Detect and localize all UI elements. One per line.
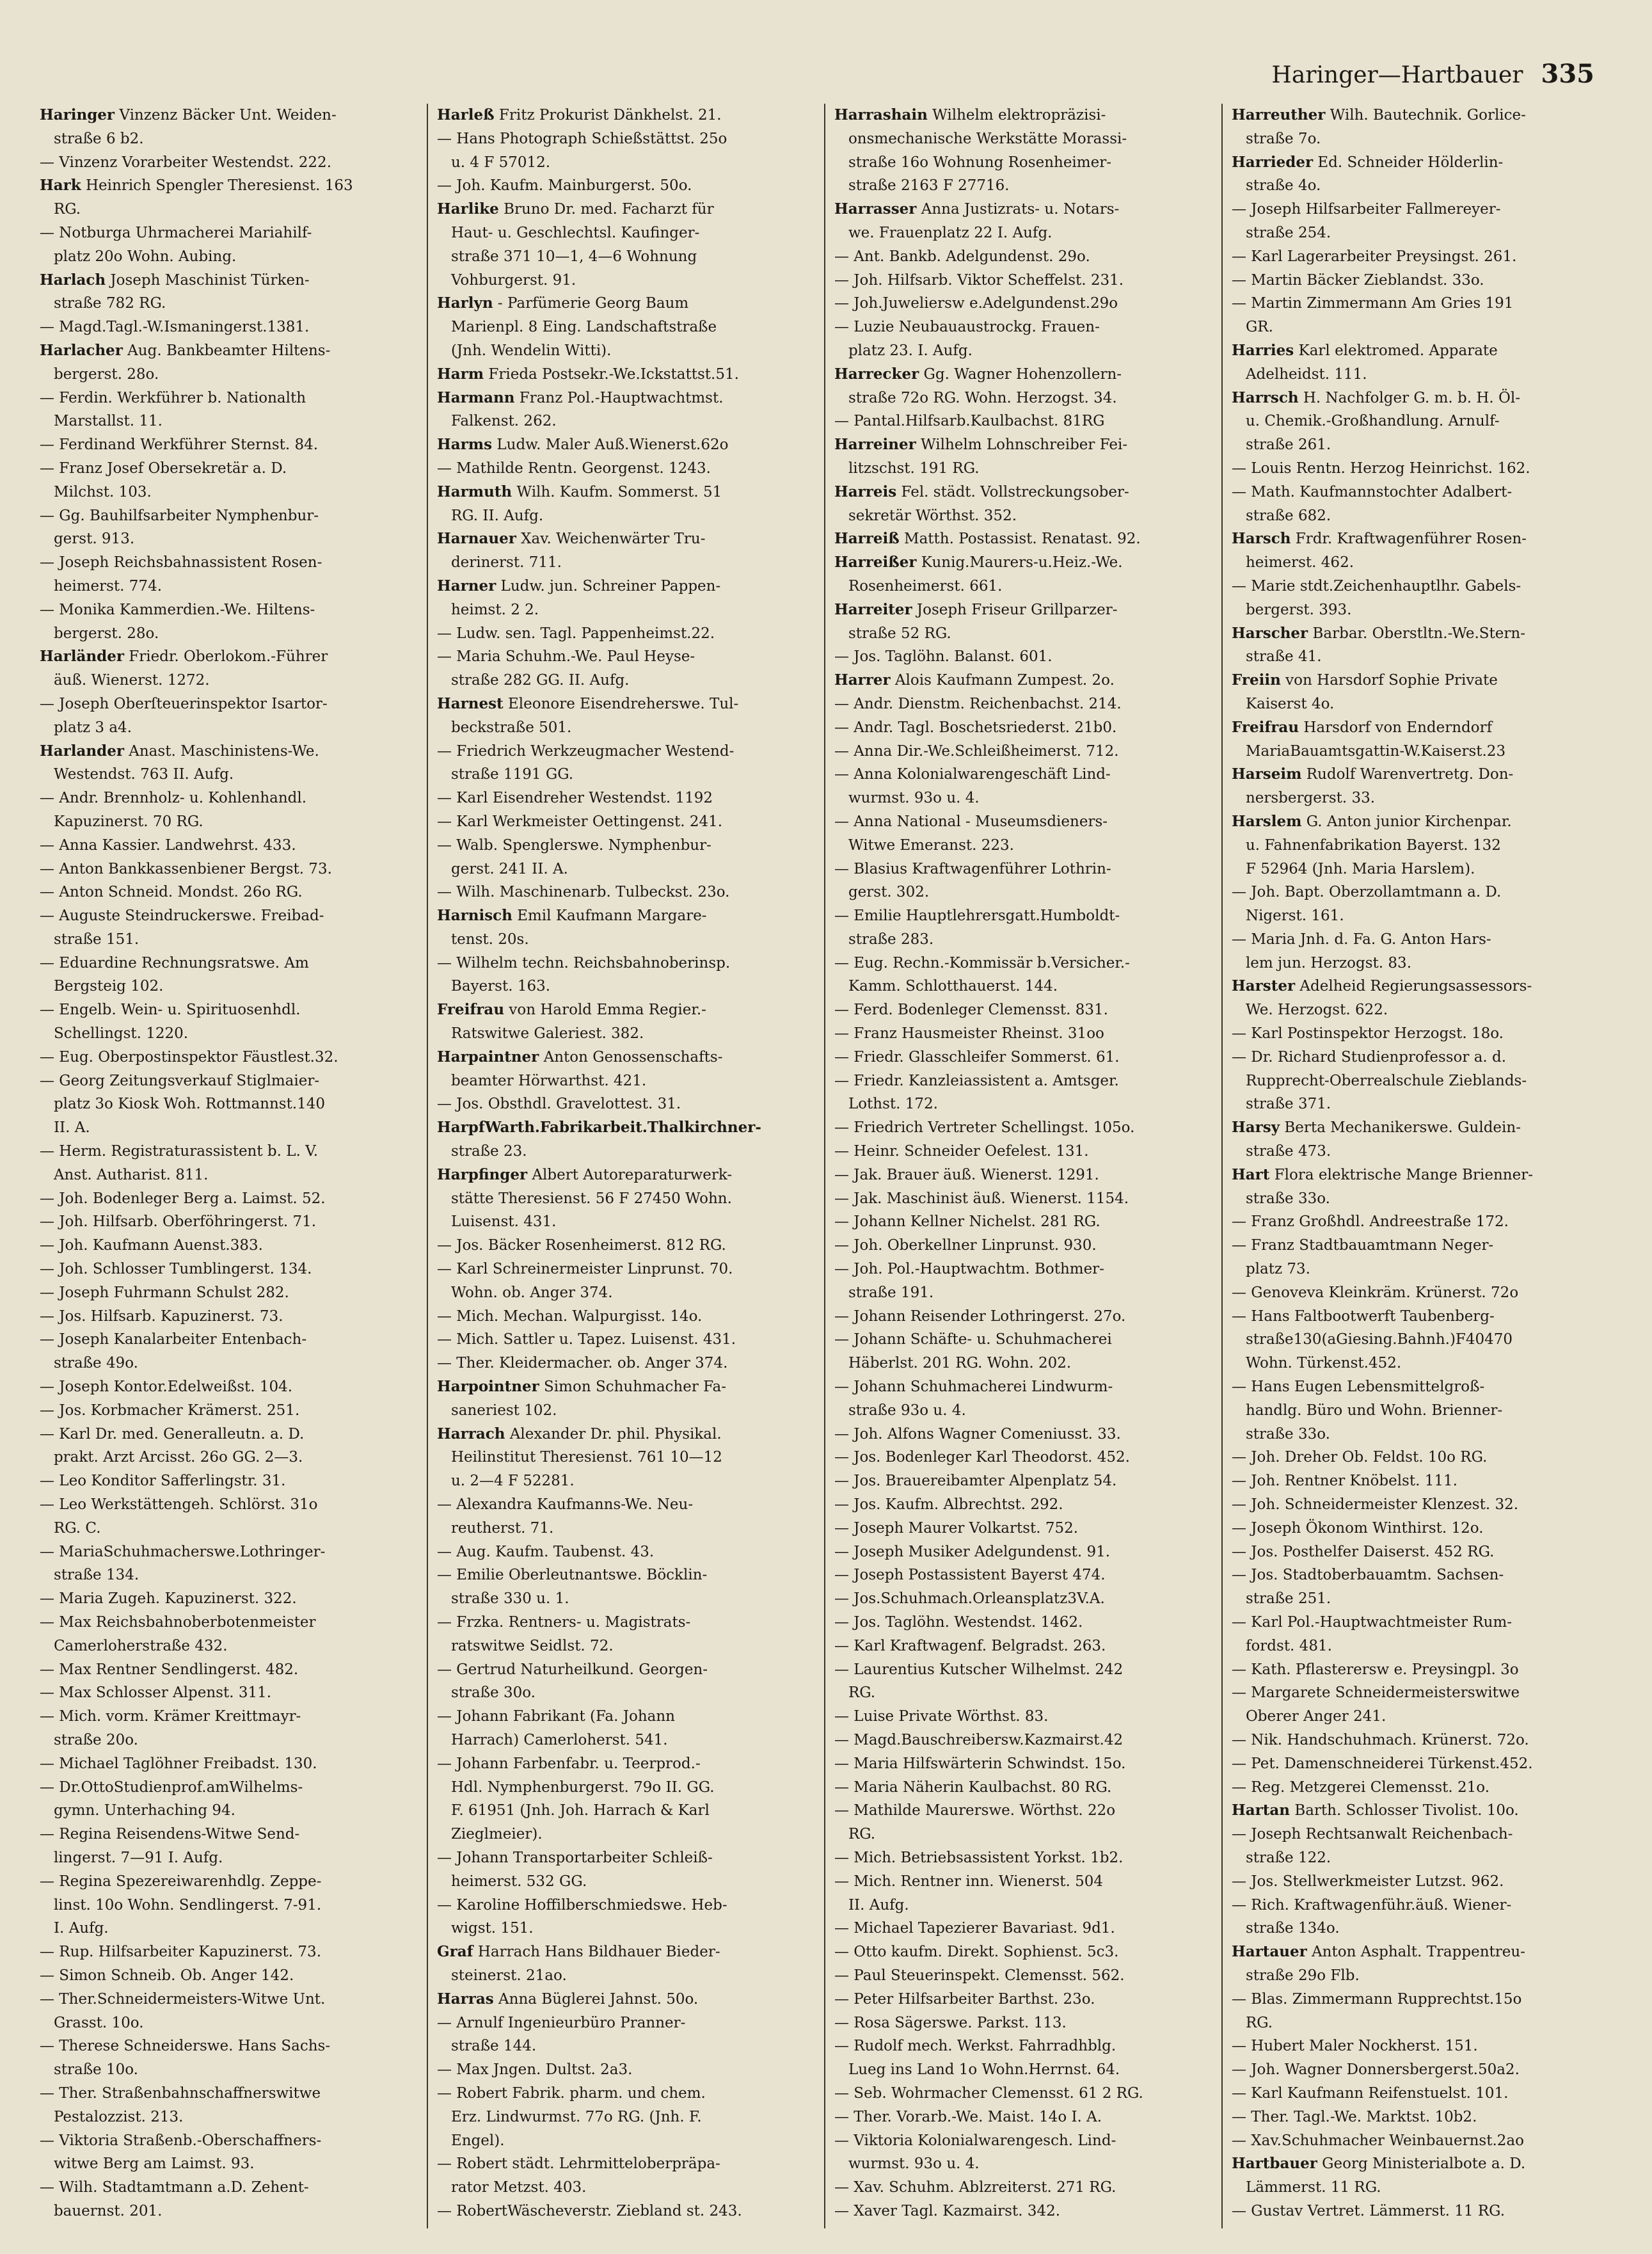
directory-entry: — Rudolf mech. Werkst. Fahrradhblg. Lueg ins Land 1o Wohn.Herrnst. 64. [834, 2038, 1120, 2079]
directory-entry: — Max Schlosser Alpenst. 311. [40, 1684, 272, 1702]
directory-entry: — Andr. Tagl. Boschetsriederst. 21b0. [834, 719, 1117, 736]
directory-entry: Harreiter Joseph Friseur Grillparzer- straße 52 RG. [834, 600, 1118, 642]
directory-entry: — Emilie Hauptlehrersgatt.Humboldt- straße 283. [834, 907, 1120, 948]
directory-entry: — Aug. Kaufm. Taubenst. 43. [437, 1543, 655, 1560]
directory-entry: — Herm. Registraturassistent b. L. V. Anst. Autharist. 811. [40, 1143, 319, 1183]
directory-entry: — Friedrich Vertreter Schellingst. 105o. [834, 1119, 1135, 1137]
directory-entry: — Wilhelm techn. Reichsbahnoberinsp. Bayerst. 163. [437, 954, 731, 995]
directory-entry: — Ferdinand Werkführer Sternst. 84. [40, 436, 319, 454]
directory-entry: — Simon Schneib. Ob. Anger 142. [40, 1967, 294, 1984]
directory-entry: — Joh. Pol.-Hauptwachtm. Bothmer- straße 191. [834, 1261, 1104, 1301]
directory-entry: Harlander Anast. Maschinistens-We. Westendst. 763 II. Aufg. [40, 742, 319, 783]
directory-entry: — Joh.Juweliersw e.Adelgundenst.29o [834, 295, 1118, 312]
directory-entry: Harpointner Simon Schuhmacher Fa- saneriest 102. [437, 1378, 727, 1419]
directory-entry: — Joseph Hilfsarbeiter Fallmereyer- straße 254. [1232, 201, 1501, 241]
directory-entry: — Arnulf Ingenieurbüro Pranner- straße 144. [437, 2014, 686, 2055]
directory-entry: — Gg. Bauhilfsarbeiter Nymphenbur- gerst. 913. [40, 507, 319, 548]
directory-entry: — Regina Spezereiwarenhdlg. Zeppe- linst. 10o Wohn. Sendlingerst. 7-91. I. Aufg. [40, 1873, 322, 1937]
directory-entry: — Ther. Tagl.-We. Marktst. 10b2. [1232, 2108, 1477, 2125]
directory-entry: — Maria Näherin Kaulbachst. 80 RG. [834, 1778, 1112, 1796]
directory-entry: — Regina Reisendens-Witwe Send- lingerst. 7—91 I. Aufg. [40, 1826, 300, 1866]
directory-entry: — Margarete Schneidermeisterswitwe Oberer Anger 241. [1232, 1684, 1520, 1725]
directory-entry: — Jos. Stadtoberbauamtm. Sachsen- straße 251. [1232, 1567, 1504, 1608]
directory-entry: — Gustav Vertret. Lämmerst. 11 RG. [1232, 2202, 1505, 2219]
directory-entry: Harreißer Kunig.Maurers-u.Heiz.-We. Rosenheimerst. 661. [834, 554, 1123, 595]
directory-entry: — Max Reichsbahnoberbotenmeister Camerloherstraße 432. [40, 1614, 316, 1654]
directory-entry: Hartbauer Georg Ministerialbote a. D. Lämmerst. 11 RG. [1232, 2155, 1526, 2196]
directory-entry: — Karl Dr. med. Generalleutn. a. D. prakt. Arzt Arcisst. 26o GG. 2—3. [40, 1425, 305, 1466]
directory-entry: — Luise Private Wörthst. 83. [834, 1708, 1049, 1725]
directory-entry: — Hubert Maler Nockherst. 151. [1232, 2038, 1478, 2055]
directory-entry: — Peter Hilfsarbeiter Barthst. 23o. [834, 1990, 1095, 2008]
directory-entry: — Mich. Betriebsassistent Yorkst. 1b2. [834, 1849, 1124, 1866]
directory-entry: — Anton Schneid. Mondst. 26o RG. [40, 884, 303, 901]
directory-entry: — Genoveva Kleinkräm. Krünerst. 72o [1232, 1284, 1519, 1301]
directory-entry: Harreiß Matth. Postassist. Renatast. 92. [834, 530, 1141, 548]
directory-entry: — Jos. Bodenleger Karl Theodorst. 452. [834, 1449, 1130, 1466]
directory-entry: — Joh. Schlosser Tumblingerst. 134. [40, 1261, 312, 1278]
page-number: 335 [1541, 59, 1594, 89]
directory-entry: Harrsch H. Nachfolger G. m. b. H. Öl- u. Chemik.-Großhandlung. Arnulf- straße 261. [1232, 388, 1521, 454]
directory-entry: — Ther. Straßenbahnschaffnerswitwe Pestalozzist. 213. [40, 2084, 321, 2125]
directory-entry: — Xaver Tagl. Kazmairst. 342. [834, 2202, 1061, 2219]
directory-entry: — Viktoria Straßenb.-Oberschaffners- witwe Berg am Laimst. 93. [40, 2132, 322, 2173]
directory-entry: — Wilh. Stadtamtmann a.D. Zehent- bauernst. 201. [40, 2179, 309, 2219]
directory-entry: — Joh. Bapt. Oberzollamtmann a. D. Nigerst. 161. [1232, 884, 1502, 925]
directory-entry: Harlike Bruno Dr. med. Facharzt für Haut- u. Geschlechtsl. Kaufinger- straße 371 10—1, 4—6 Wohnung Vohburgerst. 91. [437, 200, 714, 289]
directory-entry: — RobertWäscheverstr. Ziebland st. 243. [437, 2202, 742, 2219]
directory-entry: — Walb. Spenglerswe. Nymphenbur- gerst. 241 II. A. [437, 836, 711, 877]
directory-entry: Harlyn - Parfümerie Georg Baum Marienpl. 8 Eing. Landschaftstraße (Jnh. Wendelin Witti). [437, 294, 717, 359]
directory-entry: — Anna National - Museumsdieners- Witwe Emeranst. 223. [834, 813, 1108, 854]
directory-entry: Harlacher Aug. Bankbeamter Hiltens- bergerst. 28o. [40, 341, 331, 383]
directory-entry: — Andr. Dienstm. Reichenbachst. 214. [834, 695, 1122, 712]
directory-entry: — Jak. Brauer äuß. Wienerst. 1291. [834, 1166, 1099, 1183]
directory-entry: — Joh. Kaufmann Auenst.383. [40, 1237, 263, 1254]
directory-entry: — Karl Lagerarbeiter Preysingst. 261. [1232, 248, 1517, 265]
directory-entry: Harmann Franz Pol.-Hauptwachtmst. Falkenst. 262. [437, 388, 724, 430]
directory-entry: — Michael Taglöhner Freibadst. 130. [40, 1755, 317, 1772]
directory-entry: — Franz Großhdl. Andreestraße 172. [1232, 1213, 1509, 1231]
directory-entry: — Michael Tapezierer Bavariast. 9d1. [834, 1920, 1115, 1937]
directory-entry: Harrach Alexander Dr. phil. Physikal. Heilinstitut Theresienst. 761 10—12 u. 2—4 F 52281. [437, 1425, 722, 1490]
directory-entry: — Viktoria Kolonialwarengesch. Lind- wurmst. 93o u. 4. [834, 2132, 1116, 2173]
directory-entry: — Louis Rentn. Herzog Heinrichst. 162. [1232, 460, 1530, 477]
directory-entry: Freifrau Harsdorf von Enderndorf MariaBauamtsgattin-W.Kaiserst.23 [1232, 718, 1506, 760]
directory-entry: — Karl Postinspektor Herzogst. 18o. [1232, 1025, 1504, 1043]
directory-entry: — Monika Kammerdien.-We. Hiltens- bergerst. 28o. [40, 601, 315, 642]
directory-entry: — Notburga Uhrmacherei Mariahilf- platz 20o Wohn. Aubing. [40, 224, 312, 265]
directory-entry: — Ferd. Bodenleger Clemensst. 831. [834, 1002, 1108, 1019]
directory-entry: Freifrau von Harold Emma Regier.- Ratswitwe Galeriest. 382. [437, 1001, 706, 1043]
directory-entry: — Xav. Schuhm. Ablzreiterst. 271 RG. [834, 2179, 1116, 2196]
column-1 [40, 104, 415, 2228]
directory-entry: Harrasser Anna Justizrats- u. Notars- we. Frauenplatz 22 I. Aufg. [834, 200, 1120, 241]
directory-entry: Harmuth Wilh. Kaufm. Sommerst. 51 RG. II. Aufg. [437, 483, 722, 524]
directory-entry: — Ludw. sen. Tagl. Pappenheimst.22. [437, 625, 715, 642]
directory-entry: — MariaSchuhmacherswe.Lothringer- straße 134. [40, 1543, 326, 1584]
directory-entry: — Mich. Mechan. Walpurgisst. 14o. [437, 1307, 703, 1325]
directory-entry: — Pet. Damenschneiderei Türkenst.452. [1232, 1755, 1533, 1772]
directory-entry: — Pantal.Hilfsarb.Kaulbachst. 81RG [834, 413, 1105, 430]
directory-entry: Haringer Vinzenz Bäcker Unt. Weiden- straße 6 b2. [40, 106, 337, 147]
directory-entry: — Magd.Tagl.-W.Ismaningerst.1381. [40, 319, 310, 336]
directory-entry: — Dr. Richard Studienprofessor a. d. Rupprecht-Oberrealschule Zieblands- straße 371. [1232, 1048, 1527, 1113]
directory-entry: Harras Anna Büglerei Jahnst. 50o. [437, 1990, 699, 2008]
directory-entry: Harländer Friedr. Oberlokom.-Führer äuß. Wienerst. 1272. [40, 648, 328, 689]
directory-entry: Graf Harrach Hans Bildhauer Bieder- steinerst. 21ao. [437, 1943, 720, 1984]
directory-entry: — Maria Schuhm.-We. Paul Heyse- straße 282 GG. II. Aufg. [437, 648, 695, 689]
directory-entry: — Otto kaufm. Direkt. Sophienst. 5c3. [834, 1944, 1119, 1961]
directory-entry: Harreiner Wilhelm Lohnschreiber Fei- litzschst. 191 RG. [834, 436, 1128, 477]
directory-entry: Harrer Alois Kaufmann Zumpest. 2o. [834, 671, 1115, 689]
directory-entry: Harseim Rudolf Warenvertretg. Don- nersbergerst. 33. [1232, 765, 1514, 807]
directory-entry: — Max Jngen. Dultst. 2a3. [437, 2061, 633, 2079]
directory-entry: — Jos. Bäcker Rosenheimerst. 812 RG. [437, 1237, 726, 1254]
directory-entry: — Luzie Neubauaustrockg. Frauen- platz 23. I. Aufg. [834, 319, 1100, 359]
directory-entry: Harpaintner Anton Genossenschafts- beamter Hörwarthst. 421. [437, 1048, 723, 1089]
directory-entry: — Joh. Dreher Ob. Feldst. 10o RG. [1232, 1449, 1488, 1466]
directory-entry: — Joh. Bodenleger Berg a. Laimst. 52. [40, 1190, 326, 1207]
directory-entry: — Mathilde Maurerswe. Wörthst. 22o RG. [834, 1802, 1116, 1843]
directory-entry: — Anna Dir.-We.Schleißheimerst. 712. [834, 742, 1119, 760]
directory-entry: — Johann Schuhmacherei Lindwurm- straße 93o u. 4. [834, 1379, 1113, 1419]
directory-entry: — Jos. Hilfsarb. Kapuzinerst. 73. [40, 1307, 283, 1325]
directory-entry: — Karoline Hoffilberschmiedswe. Heb- wigst. 151. [437, 1896, 727, 1937]
directory-entry: — Dr.OttoStudienprof.amWilhelms- gymn. Unterhaching 94. [40, 1778, 303, 1819]
directory-entry: Harpfinger Albert Autoreparaturwerk- stätte Theresienst. 56 F 27450 Wohn. Luisenst. 431. [437, 1165, 733, 1231]
directory-entry: — Jos. Obsthdl. Gravelottest. 31. [437, 1096, 681, 1113]
directory-entry: — Friedr. Kanzleiassistent a. Amtsger. Lothst. 172. [834, 1072, 1119, 1113]
directory-entry: Hark Heinrich Spengler Theresienst. 163 RG. [40, 177, 353, 218]
directory-entry: Freiin von Harsdorf Sophie Private Kaiserst 4o. [1232, 671, 1498, 712]
directory-entry: — Joseph Fuhrmann Schulst 282. [40, 1284, 289, 1301]
directory-entry: — Ther.Schneidermeisters-Witwe Unt. Grasst. 10o. [40, 1990, 326, 2031]
directory-entry: — Mich. Sattler u. Tapez. Luisenst. 431. [437, 1331, 736, 1348]
directory-entry: — Reg. Metzgerei Clemensst. 21o. [1232, 1778, 1490, 1796]
directory-entry: — Joseph Ökonom Winthirst. 12o. [1232, 1519, 1484, 1537]
running-head: Haringer—Hartbauer [1271, 62, 1523, 88]
directory-entry: — Jos.Schuhmach.Orleansplatz3V.A. [834, 1590, 1105, 1608]
directory-entry: — Franz Hausmeister Rheinst. 31oo [834, 1025, 1104, 1043]
directory-entry: — Johann Reisender Lothringerst. 27o. [834, 1307, 1126, 1325]
directory-entry: — Anton Bankkassenbiener Bergst. 73. [40, 860, 332, 877]
directory-entry: — Jos. Kaufm. Albrechtst. 292. [834, 1496, 1063, 1514]
page-header [1271, 59, 1594, 89]
directory-entry: Harsch Frdr. Kraftwagenführer Rosen- heimerst. 462. [1232, 530, 1527, 571]
directory-entry: — Ant. Bankb. Adelgundenst. 29o. [834, 248, 1090, 265]
column-2 [427, 104, 813, 2228]
directory-entry: — Joh. Alfons Wagner Comeniusst. 33. [834, 1425, 1121, 1443]
directory-entry: — Maria Zugeh. Kapuzinerst. 322. [40, 1590, 297, 1608]
directory-entry: — Joh. Wagner Donnersbergerst.50a2. [1232, 2061, 1520, 2079]
directory-entry: — Robert städt. Lehrmitteloberpräpa- rator Metzst. 403. [437, 2155, 720, 2196]
directory-entry: — Jos. Brauereibamter Alpenplatz 54. [834, 1473, 1117, 1490]
directory-entry: — Mich. Rentner inn. Wienerst. 504 II. Aufg. [834, 1873, 1104, 1914]
directory-entry: — Jos. Korbmacher Krämerst. 251. [40, 1402, 300, 1419]
directory-entry: — Martin Zimmermann Am Gries 191 GR. [1232, 295, 1514, 336]
directory-entry: — Jos. Taglöhn. Westendst. 1462. [834, 1614, 1083, 1631]
directory-entry: — Karl Kaufmann Reifenstuelst. 101. [1232, 2084, 1509, 2102]
directory-entry: — Jak. Maschinist äuß. Wienerst. 1154. [834, 1190, 1129, 1207]
directory-entry: — Joseph Musiker Adelgundenst. 91. [834, 1543, 1111, 1560]
column-4 [1221, 104, 1607, 2228]
directory-entry: — Eug. Rechn.-Kommissär b.Versicher.- Kamm. Schlotthauerst. 144. [834, 954, 1130, 995]
directory-entry: — Georg Zeitungsverkauf Stiglmaier- platz 3o Kiosk Woh. Rottmannst.140 II. A. [40, 1072, 326, 1137]
directory-entry: — Anna Kassier. Landwehrst. 433. [40, 836, 296, 854]
directory-entry: — Math. Kaufmannstochter Adalbert- straße 682. [1232, 483, 1513, 524]
directory-entry: — Martin Bäcker Zieblandst. 33o. [1232, 271, 1484, 289]
directory-entry: — Jos. Stellwerkmeister Lutzst. 962. [1232, 1873, 1504, 1890]
directory-entry: — Franz Josef Obersekretär a. D. Milchst. 103. [40, 460, 287, 500]
directory-entry: Harreis Fel. städt. Vollstreckungsober- sekretär Wörthst. 352. [834, 483, 1129, 524]
directory-entry: — Franz Stadtbauamtmann Neger- platz 73. [1232, 1237, 1494, 1278]
directory-entry: — Joseph Oberſteuerinspektor Isartor- platz 3 a4. [40, 695, 328, 736]
directory-entry: — Karl Kraftwagenf. Belgradst. 263. [834, 1637, 1106, 1654]
directory-entry: — Rich. Kraftwagenführ.äuß. Wiener- straße 134o. [1232, 1896, 1512, 1937]
directory-entry: — Joseph Postassistent Bayerst 474. [834, 1567, 1106, 1584]
column-3 [824, 104, 1210, 2228]
directory-entry: Harscher Barbar. Oberstltn.-We.Stern- straße 41. [1232, 624, 1525, 666]
directory-entry: — Joseph Rechtsanwalt Reichenbach- straße 122. [1232, 1826, 1513, 1866]
directory-entry: Harster Adelheid Regierungsassessors- We. Herzogst. 622. [1232, 977, 1532, 1019]
directory-entry: — Hans Faltbootwerft Taubenberg- straße130(aGiesing.Bahnh.)F40470 Wohn. Türkenst.452. [1232, 1307, 1513, 1372]
directory-entry: — Eug. Oberpostinspektor Fäustlest.32. [40, 1048, 338, 1066]
directory-entry: — Gertrud Naturheilkund. Georgen- straße 30o. [437, 1661, 708, 1702]
directory-entry: Harner Ludw. jun. Schreiner Pappen- heimst. 2 2. [437, 577, 721, 618]
directory-entry: — Rosa Sägerswe. Parkst. 113. [834, 2014, 1067, 2031]
directory-entry: Harreuther Wilh. Bautechnik. Gorlice- straße 7o. [1232, 106, 1526, 147]
directory-entry: Harlach Joseph Maschinist Türken- straße 782 RG. [40, 271, 310, 312]
directory-entry: Harsy Berta Mechanikerswe. Guldein- straße 473. [1232, 1119, 1521, 1160]
directory-entry: Harnauer Xav. Weichenwärter Tru- derinerst. 711. [437, 530, 706, 571]
directory-entry: Hartan Barth. Schlosser Tivolist. 10o. [1232, 1802, 1519, 1819]
directory-entry: — Nik. Handschuhmach. Krünerst. 72o. [1232, 1731, 1529, 1748]
directory-entry: — Jos. Posthelfer Daiserst. 452 RG. [1232, 1543, 1495, 1560]
directory-entry: — Leo Werkstättengeh. Schlörst. 31o RG. C. [40, 1496, 318, 1537]
directory-entry: HarpfWarth.Fabrikarbeit.Thalkirchner- straße 23. [437, 1119, 761, 1160]
directory-entry: — Blasius Kraftwagenführer Lothrin- gerst. 302. [834, 860, 1111, 901]
directory-entry: — Joseph Kontor.Edelweißst. 104. [40, 1379, 293, 1396]
directory-entry: — Friedr. Glasschleifer Sommerst. 61. [834, 1048, 1120, 1066]
directory-entry: — Mathilde Rentn. Georgenst. 1243. [437, 460, 711, 477]
directory-entry: — Johann Kellner Nichelst. 281 RG. [834, 1213, 1100, 1231]
directory-entry: — Friedrich Werkzeugmacher Westend- straße 1191 GG. [437, 742, 735, 783]
directory-entry: — Joh. Hilfsarb. Oberföhringerst. 71. [40, 1213, 317, 1231]
directory-entry: — Leo Konditor Safferlingstr. 31. [40, 1473, 286, 1490]
directory-entry: Harnest Eleonore Eisendreherswe. Tul- beckstraße 501. [437, 694, 739, 736]
directory-entry: — Marie stdt.Zeichenhauptlhr. Gabels- bergerst. 393. [1232, 577, 1521, 618]
directory-entry: — Joh. Rentner Knöbelst. 111. [1232, 1473, 1457, 1490]
directory-entry: — Blas. Zimmermann Rupprechtst.15o RG. [1232, 1990, 1522, 2031]
directory-entry: — Heinr. Schneider Oefelest. 131. [834, 1143, 1089, 1160]
directory-entry: — Karl Schreinermeister Linprunst. 70. Wohn. ob. Anger 374. [437, 1261, 733, 1301]
directory-entry: — Vinzenz Vorarbeiter Westendst. 222. [40, 154, 332, 171]
directory-entry: — Max Rentner Sendlingerst. 482. [40, 1661, 299, 1678]
directory-entry: — Johann Fabrikant (Fa. Johann Harrach) Camerloherst. 541. [437, 1708, 675, 1748]
directory-entry: Harnisch Emil Kaufmann Margare- tenst. 20s. [437, 907, 707, 948]
directory-entry: — Rup. Hilfsarbeiter Kapuzinerst. 73. [40, 1944, 321, 1961]
directory-entry: — Emilie Oberleutnantswe. Böcklin- straße 330 u. 1. [437, 1567, 708, 1608]
directory-entry: — Ther. Kleidermacher. ob. Anger 374. [437, 1355, 728, 1372]
directory-entry: — Engelb. Wein- u. Spirituosenhdl. Schellingst. 1220. [40, 1002, 301, 1043]
directory-columns [40, 104, 1607, 2228]
directory-entry: — Therese Schneiderswe. Hans Sachs- straße 10o. [40, 2038, 331, 2079]
directory-entry: Harries Karl elektromed. Apparate Adelheidst. 111. [1232, 341, 1498, 383]
directory-entry: — Anna Kolonialwarengeschäft Lind- wurmst. 93o u. 4. [834, 766, 1111, 807]
directory-entry: — Hans Eugen Lebensmittelgroß- handlg. Büro und Wohn. Brienner- straße 33o. [1232, 1379, 1503, 1443]
directory-entry: Harslem G. Anton junior Kirchenpar. u. Fahnenfabrikation Bayerst. 132 F 52964 (Jnh. Maria Harslem). [1232, 812, 1512, 877]
directory-entry: Harms Ludw. Maler Auß.Wienerst.62o [437, 436, 729, 454]
directory-entry: — Karl Werkmeister Oettingenst. 241. [437, 813, 723, 830]
directory-entry: Harm Frieda Postsekr.-We.Ickstattst.51. [437, 365, 739, 383]
directory-entry: — Laurentius Kutscher Wilhelmst. 242 RG. [834, 1661, 1124, 1702]
directory-entry: — Kath. Pflasterersw e. Preysingpl. 3o [1232, 1661, 1519, 1678]
directory-entry: Harrashain Wilhelm elektropräzisi- onsmechanische Werkstätte Morassi- straße 16o Wohnung Rosenheimer- straße 2163 F 27716. [834, 106, 1127, 195]
directory-entry: — Magd.Bauschreibersw.Kazmairst.42 [834, 1731, 1124, 1748]
directory-entry: — Johann Farbenfabr. u. Teerprod.- Hdl. Nymphenburgerst. 79o II. GG. F. 61951 (Jnh. Joh. Harrach & Karl Zieglmeier). [437, 1755, 715, 1843]
directory-entry: Harrecker Gg. Wagner Hohenzollern- straße 72o RG. Wohn. Herzogst. 34. [834, 365, 1122, 406]
directory-entry: — Joh. Schneidermeister Klenzest. 32. [1232, 1496, 1519, 1514]
directory-entry: — Maria Hilfswärterin Schwindst. 15o. [834, 1755, 1126, 1772]
directory-entry: — Ther. Vorarb.-We. Maist. 14o I. A. [834, 2108, 1102, 2125]
directory-entry: — Auguste Steindruckerswe. Freibad- straße 151. [40, 907, 324, 948]
directory-entry: Harrieder Ed. Schneider Hölderlin- straße 4o. [1232, 153, 1504, 195]
directory-entry: — Joseph Reichsbahnassistent Rosen- heimerst. 774. [40, 554, 322, 595]
directory-entry: — Karl Eisendreher Westendst. 1192 [437, 790, 713, 807]
directory-entry: — Eduardine Rechnungsratswe. Am Bergsteig 102. [40, 954, 309, 995]
directory-entry: — Maria Jnh. d. Fa. G. Anton Hars- lem jun. Herzogst. 83. [1232, 931, 1491, 971]
directory-entry: — Seb. Wohrmacher Clemensst. 61 2 RG. [834, 2084, 1143, 2102]
directory-entry: — Joh. Kaufm. Mainburgerst. 50o. [437, 177, 692, 195]
directory-entry: Hartauer Anton Asphalt. Trappentreu- straße 29o Flb. [1232, 1943, 1525, 1984]
directory-entry: — Alexandra Kaufmanns-We. Neu- reutherst. 71. [437, 1496, 694, 1537]
directory-entry: — Jos. Taglöhn. Balanst. 601. [834, 648, 1052, 666]
directory-entry: — Mich. vorm. Krämer Kreittmayr- straße 20o. [40, 1708, 301, 1748]
directory-entry: — Johann Transportarbeiter Schleiß- heimerst. 532 GG. [437, 1849, 713, 1890]
directory-entry: — Andr. Brennholz- u. Kohlenhandl. Kapuzinerst. 70 RG. [40, 790, 307, 830]
directory-entry: Harleß Fritz Prokurist Dänkhelst. 21. [437, 106, 722, 124]
directory-entry: — Wilh. Maschinenarb. Tulbeckst. 23o. [437, 884, 730, 901]
directory-entry: — Joseph Maurer Volkartst. 752. [834, 1519, 1079, 1537]
directory-entry: — Paul Steuerinspekt. Clemensst. 562. [834, 1967, 1125, 1984]
directory-entry: — Joseph Kanalarbeiter Entenbach- straße 49o. [40, 1331, 307, 1372]
directory-entry: — Karl Pol.-Hauptwachtmeister Rum- fordst. 481. [1232, 1614, 1513, 1654]
directory-entry: Hart Flora elektrische Mange Brienner- straße 33o. [1232, 1165, 1533, 1207]
directory-entry: — Hans Photograph Schießstättst. 25o u. 4 F 57012. [437, 130, 727, 171]
directory-entry: — Robert Fabrik. pharm. und chem. Erz. Lindwurmst. 77o RG. (Jnh. F. Engel). [437, 2084, 706, 2149]
directory-entry: — Johann Schäfte- u. Schuhmacherei Häberlst. 201 RG. Wohn. 202. [834, 1331, 1112, 1372]
directory-entry: — Xav.Schuhmacher Weinbauernst.2ao [1232, 2132, 1524, 2149]
directory-entry: — Ferdin. Werkführer b. Nationalth Marstallst. 11. [40, 389, 306, 430]
directory-entry: — Joh. Oberkellner Linprunst. 930. [834, 1237, 1097, 1254]
directory-entry: — Joh. Hilfsarb. Viktor Scheffelst. 231. [834, 271, 1124, 289]
directory-entry: — Frzka. Rentners- u. Magistrats- ratswitwe Seidlst. 72. [437, 1614, 691, 1654]
